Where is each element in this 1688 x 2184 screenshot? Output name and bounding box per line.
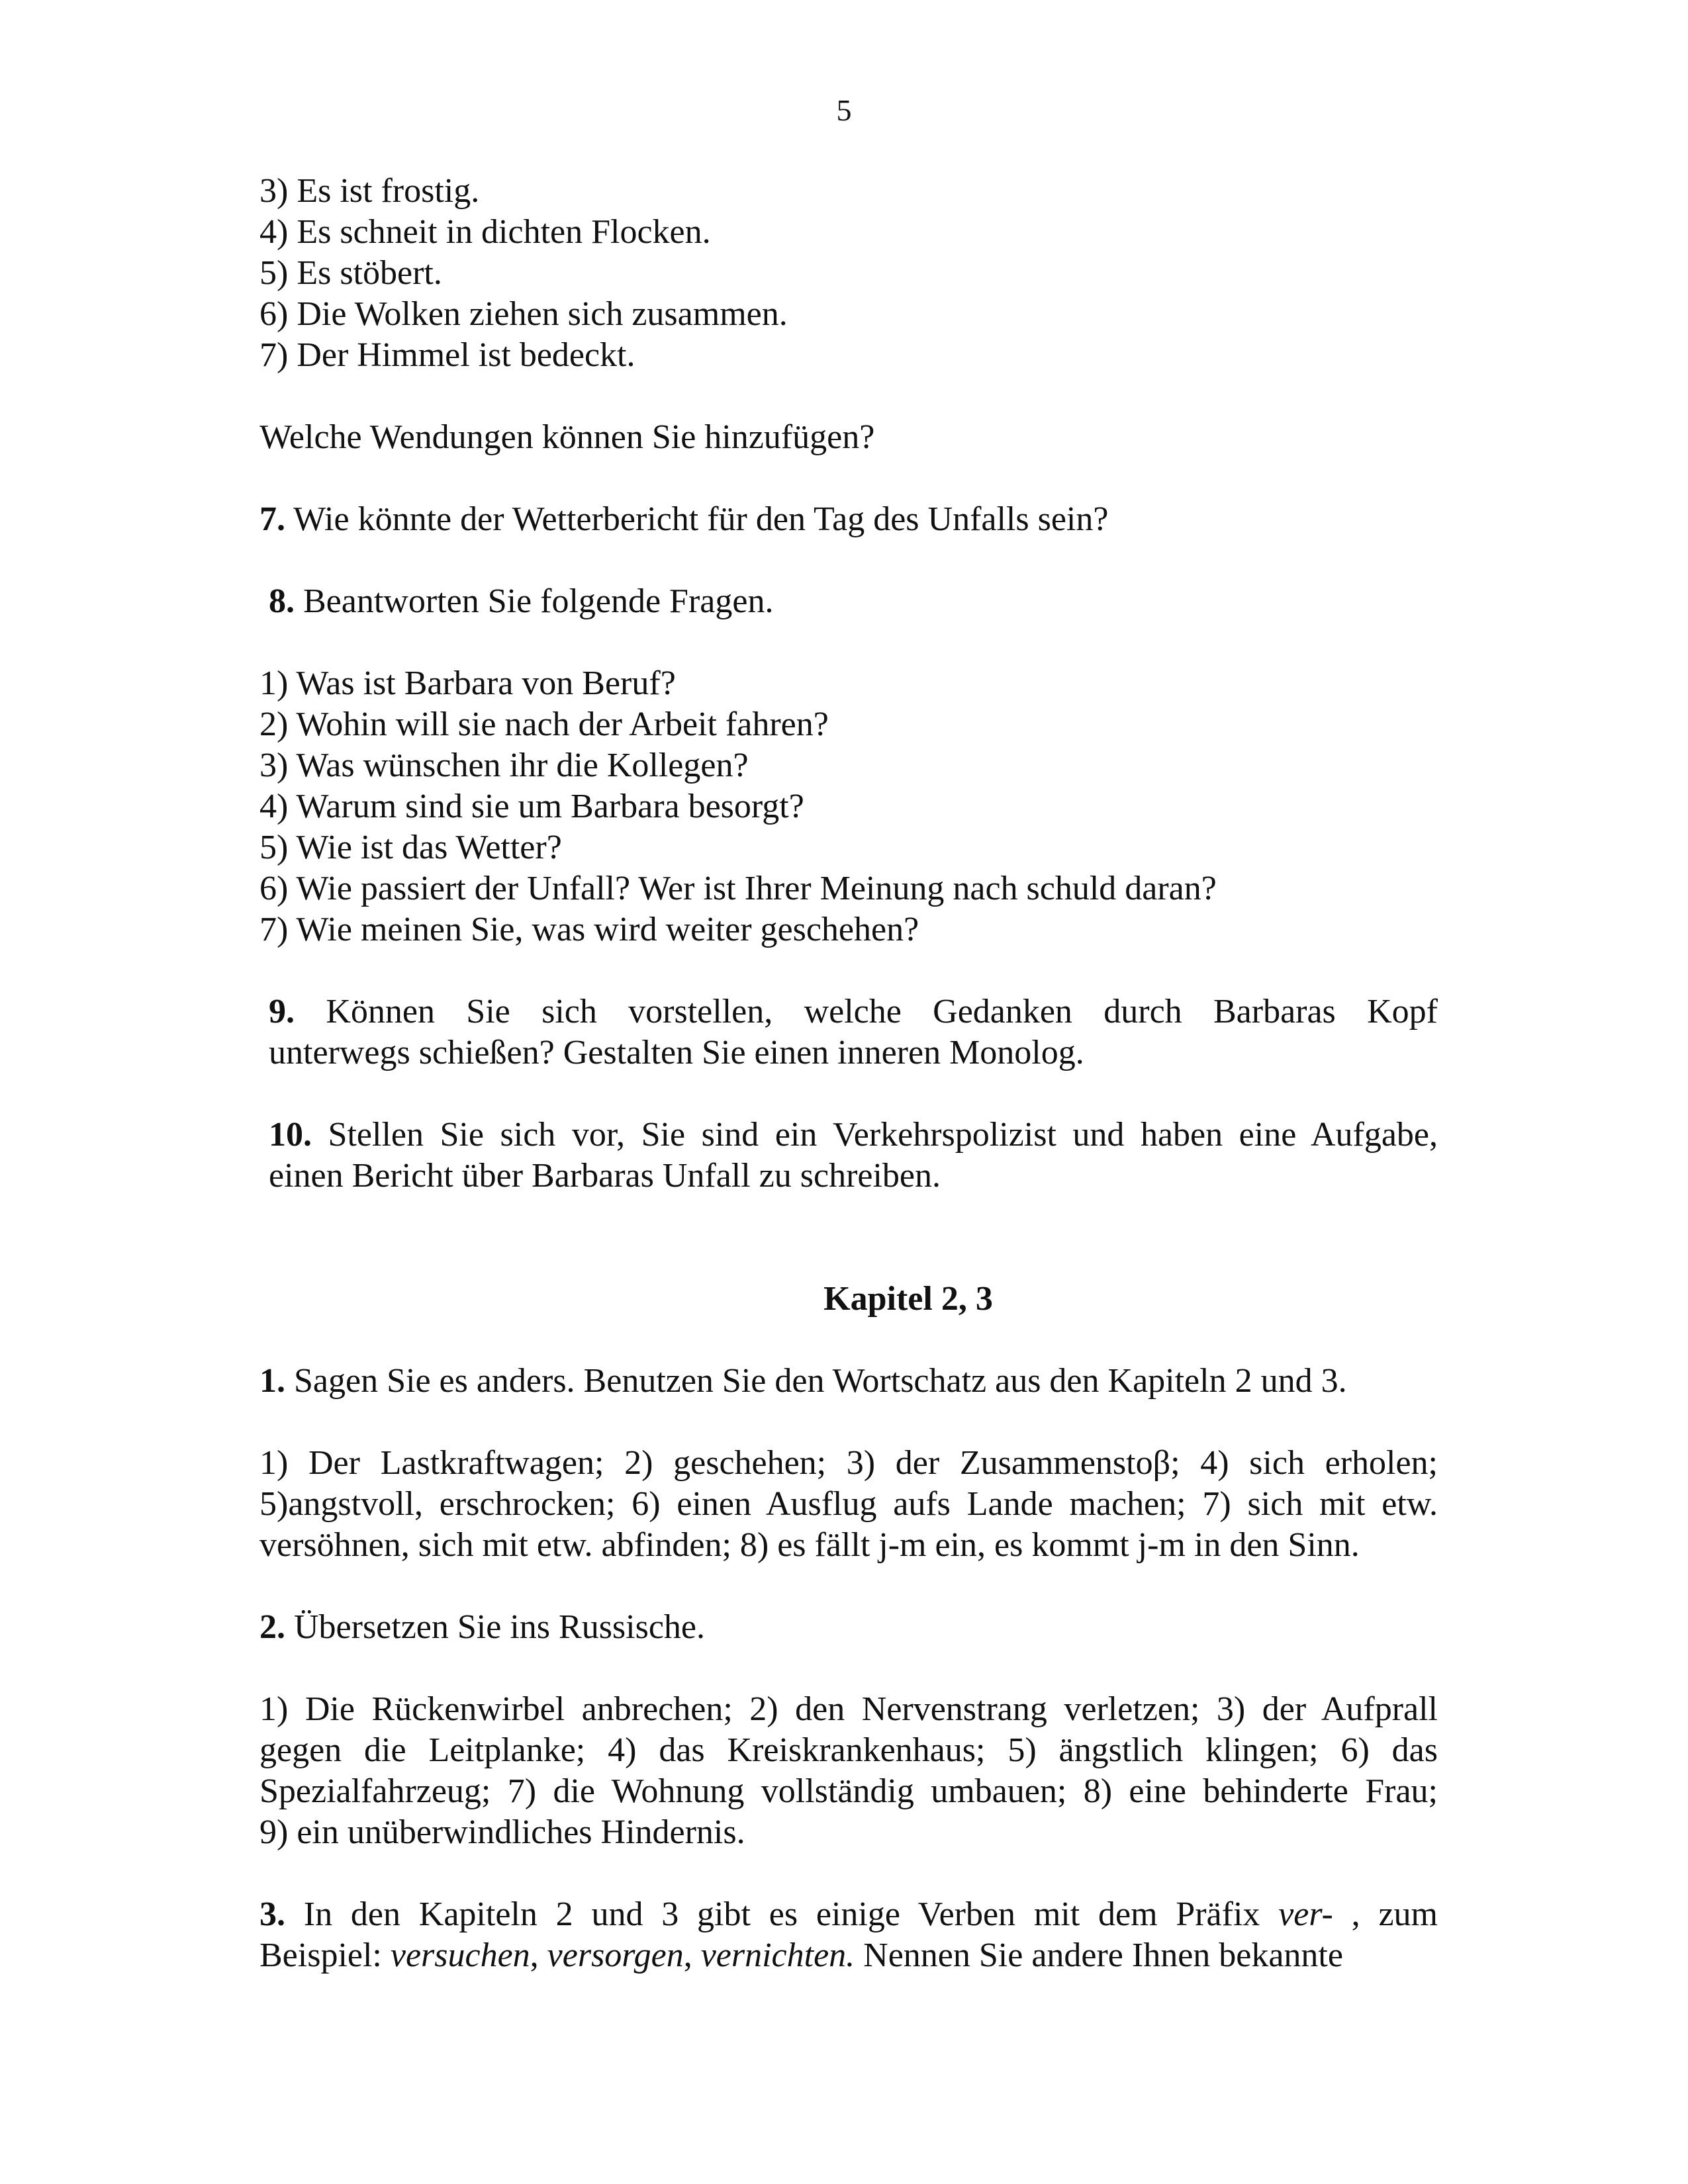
- list-item: 4) Es schneit in dichten Flocken.: [259, 213, 711, 251]
- verb-example: vernichten.: [700, 1936, 855, 1974]
- task-7: [259, 499, 1438, 540]
- question-item: 7) Wie meinen Sie, was wird weiter geschehen?: [259, 911, 919, 948]
- task-text-line-1: Können Sie sich vorstellen, welche Gedanken durch Barbaras Kopf: [295, 993, 1438, 1030]
- chapter-task-3-line-2: [259, 1935, 1438, 1976]
- prefix-example: ver-: [1278, 1895, 1333, 1933]
- vocab-line: versöhnen, sich mit etw. abfinden; 8) es fällt j-m ein, es kommt j-m in den Sinn.: [259, 1526, 1360, 1564]
- task-9: [259, 991, 1438, 1032]
- example-intro: Beispiel:: [259, 1936, 391, 1974]
- chapter-task-1: [259, 1361, 1438, 1402]
- translation-line: gegen die Leitplanke; 4) das Kreiskrankenhaus; 5) ängstlich klingen; 6) das: [259, 1731, 1438, 1769]
- task-text: Wie könnte der Wetterbericht für den Tag des Unfalls sein?: [285, 500, 1109, 538]
- translation-line: Spezialfahrzeug; 7) die Wohnung vollständig umbauen; 8) eine behinderte Frau;: [259, 1772, 1438, 1810]
- task-number: 1.: [259, 1362, 285, 1400]
- chapter-task-2: [259, 1607, 1438, 1648]
- task-text: Beantworten Sie folgende Fragen.: [295, 582, 774, 620]
- question-item: 4) Warum sind sie um Barbara besorgt?: [259, 788, 804, 825]
- task-8: [259, 581, 1438, 622]
- task-text-tail: , zum: [1333, 1895, 1438, 1933]
- task-text: Übersetzen Sie ins Russische.: [285, 1608, 706, 1646]
- translation-line: 1) Die Rückenwirbel anbrechen; 2) den Nervenstrang verletzen; 3) der Aufprall: [259, 1690, 1438, 1728]
- task-text-line-2: unterwegs schießen? Gestalten Sie einen inneren Monolog.: [269, 1034, 1084, 1071]
- page-number: 5: [836, 93, 852, 127]
- chapter-task-3: [259, 1894, 1438, 1935]
- weather-question: Welche Wendungen können Sie hinzufügen?: [259, 418, 875, 456]
- separator: ,: [530, 1936, 547, 1974]
- task-number: 3.: [259, 1895, 285, 1933]
- task-text-line-1: Stellen Sie sich vor, Sie sind ein Verkehrspolizist und haben eine Aufgabe,: [312, 1116, 1438, 1154]
- task-number: 2.: [259, 1608, 285, 1646]
- vocab-line: 5)angstvoll, erschrocken; 6) einen Ausflug aufs Lande machen; 7) sich mit etw.: [259, 1485, 1438, 1523]
- question-item: 5) Wie ist das Wetter?: [259, 829, 562, 866]
- chapter-heading: Kapitel 2, 3: [823, 1280, 993, 1318]
- task-10: [259, 1115, 1438, 1156]
- task-number: 10.: [269, 1116, 312, 1154]
- task-text-line-2: einen Bericht über Barbaras Unfall zu schreiben.: [269, 1157, 941, 1195]
- verb-example: versorgen: [547, 1936, 684, 1974]
- task-text-tail: Nennen Sie andere Ihnen bekannte: [855, 1936, 1343, 1974]
- question-item: 1) Was ist Barbara von Beruf?: [259, 664, 676, 702]
- question-item: 6) Wie passiert der Unfall? Wer ist Ihrer Meinung nach schuld daran?: [259, 870, 1217, 907]
- task-text: Sagen Sie es anders. Benutzen Sie den Wortschatz aus den Kapiteln 2 und 3.: [285, 1362, 1347, 1400]
- list-item: 7) Der Himmel ist bedeckt.: [259, 336, 635, 374]
- question-item: 2) Wohin will sie nach der Arbeit fahren?: [259, 705, 829, 743]
- task-number: 9.: [269, 993, 295, 1030]
- question-item: 3) Was wünschen ihr die Kollegen?: [259, 747, 749, 784]
- translation-line: 9) ein unüberwindliches Hindernis.: [259, 1813, 745, 1851]
- verb-example: versuchen: [390, 1936, 530, 1974]
- page-content: [259, 171, 1438, 1976]
- task-number: 7.: [259, 500, 285, 538]
- vocab-line: 1) Der Lastkraftwagen; 2) geschehen; 3) der Zusammenstoβ; 4) sich erholen;: [259, 1444, 1438, 1482]
- list-item: 5) Es stöbert.: [259, 254, 442, 292]
- list-item: 6) Die Wolken ziehen sich zusammen.: [259, 295, 788, 333]
- list-item: 3) Es ist frostig.: [259, 172, 480, 210]
- task-text: In den Kapiteln 2 und 3 gibt es einige Verben mit dem Präfix: [285, 1895, 1279, 1933]
- task-number: 8.: [269, 582, 295, 620]
- separator: ,: [683, 1936, 701, 1974]
